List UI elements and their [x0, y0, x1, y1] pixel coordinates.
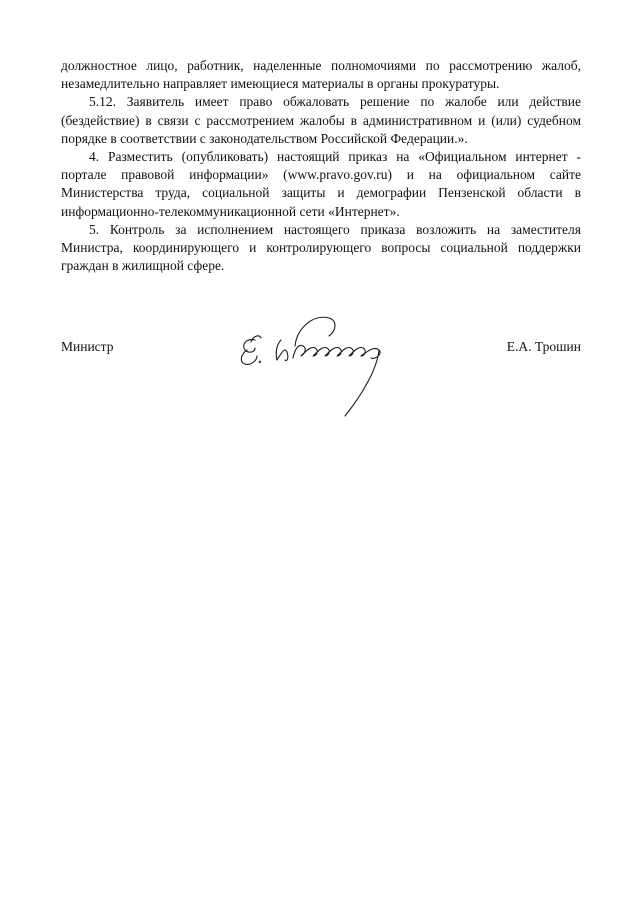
handwritten-signature	[233, 300, 403, 425]
signature-block	[61, 300, 581, 430]
paragraph-continuation: должностное лицо, работник, наделенные полномочиями по рассмотрению жалоб, незамедлительно направляет имеющиеся материалы в органы прокуратуры.	[61, 58, 581, 92]
paragraph-item-4: 4. Разместить (опубликовать) настоящий приказ на «Официальном интернет - портале правовой информации» (www.pravo.gov.ru) и на официальном сайте Министерства труда, социальной защиты и демографии Пензенской области в информационно-телекоммуникационной сети «Интернет».	[61, 149, 581, 219]
paragraph-5-12: 5.12. Заявитель имеет право обжаловать решение по жалобе или действие (бездействие) в связи с рассмотрением жалобы в административном и (или) судебном порядке в соответствии с законодательством Российской Федерации.».	[61, 94, 581, 146]
document-body	[61, 57, 581, 275]
paragraph-item-5: 5. Контроль за исполнением настоящего приказа возложить на заместителя Министра, координирующего и контролирующего вопросы социальной поддержки граждан в жилищной сфере.	[61, 221, 581, 274]
signatory-name: Е.А. Трошин	[506, 339, 581, 354]
signatory-title: Министр	[61, 339, 114, 354]
